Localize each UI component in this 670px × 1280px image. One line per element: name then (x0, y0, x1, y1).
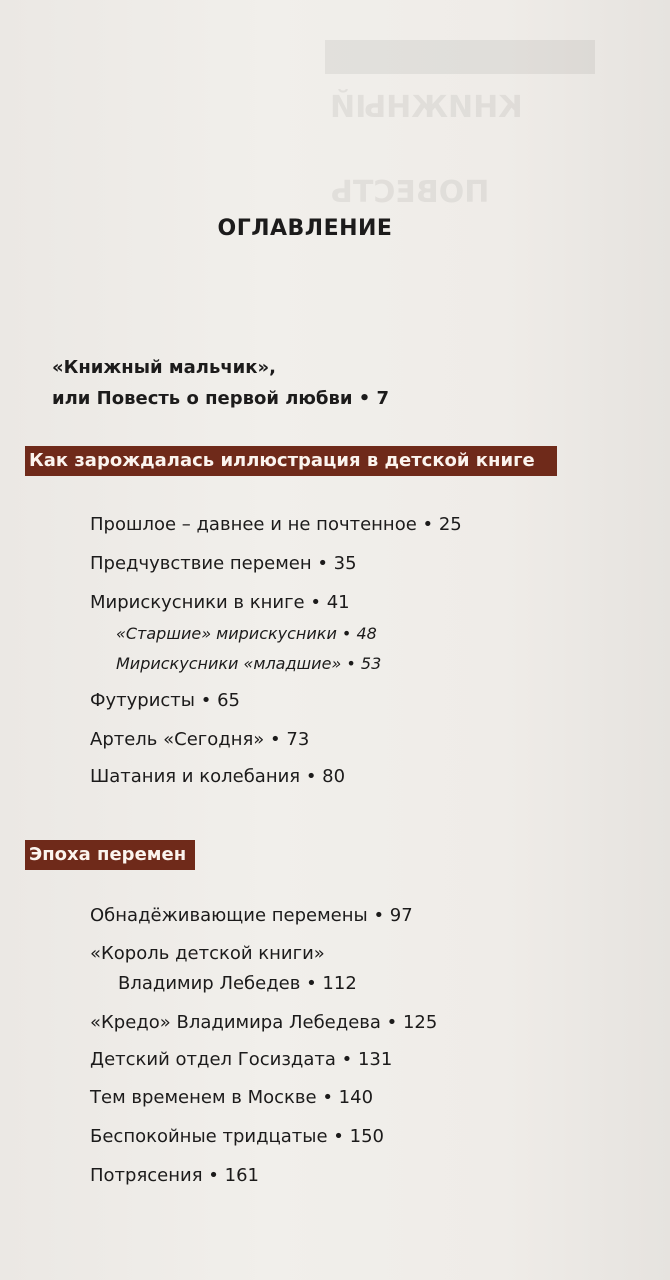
toc-entry: Мирискусники в книге • 41 (90, 592, 350, 613)
toc-entry: Обнадёживающие перемены • 97 (90, 905, 413, 926)
toc-entry: Футуристы • 65 (90, 690, 240, 711)
section-heading-1: Как зарождалась иллюстрация в детской книге (25, 446, 557, 476)
toc-entry: Беспокойные тридцатые • 150 (90, 1126, 384, 1147)
toc-entry: Прошлое – давнее и не почтенное • 25 (90, 514, 462, 535)
intro-entry (52, 352, 389, 414)
toc-subentry: «Старшие» мирискусники • 48 (116, 624, 377, 643)
toc-entry: Потрясения • 161 (90, 1165, 259, 1186)
toc-entry: Артель «Сегодня» • 73 (90, 729, 310, 750)
show-through-text: КНИЖНЫЙ (330, 90, 523, 125)
toc-entry: Предчувствие перемен • 35 (90, 553, 357, 574)
toc-entry: «Кредо» Владимира Лебедева • 125 (90, 1012, 438, 1033)
toc-entry: Детский отдел Госиздата • 131 (90, 1049, 393, 1070)
toc-entry: Тем временем в Москве • 140 (90, 1087, 374, 1108)
intro-line-2: или Повесть о первой любви • 7 (52, 388, 390, 409)
toc-entry: Шатания и колебания • 80 (90, 766, 346, 787)
page-title: ОГЛАВЛЕНИЕ (217, 216, 393, 241)
show-through-text: ПОВЕСТЬ (330, 175, 490, 210)
show-through-band (325, 40, 595, 74)
intro-line-1: «Книжный мальчик», (52, 357, 276, 378)
toc-entry-continuation: Владимир Лебедев • 112 (118, 973, 357, 994)
section-heading-2: Эпоха перемен (25, 840, 195, 870)
toc-entry: «Король детской книги» (90, 943, 325, 964)
toc-subentry: Мирискусники «младшие» • 53 (116, 654, 382, 673)
